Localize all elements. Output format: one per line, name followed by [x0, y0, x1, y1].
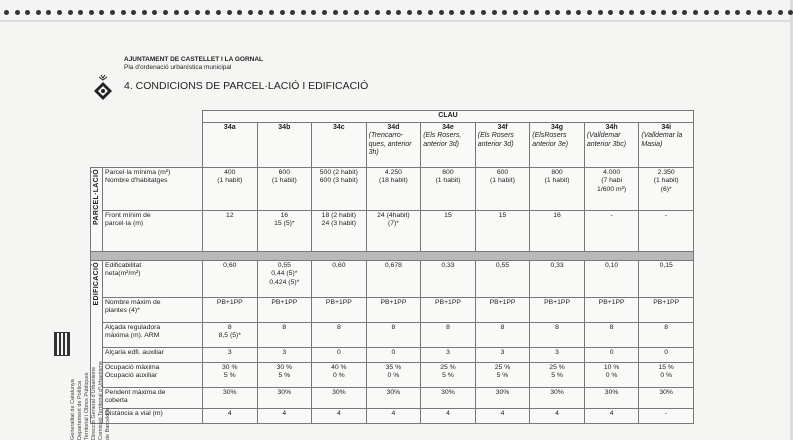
table-cell: 4 [312, 408, 367, 423]
table-cell: 30% [530, 387, 585, 408]
binder-hole [502, 10, 507, 15]
table-cell: 800 (1 habit) [530, 167, 585, 210]
table-cell: 3 [203, 347, 258, 362]
binder-hole [131, 10, 136, 15]
binder-hole [216, 10, 221, 15]
table-cell: 0,10 [584, 260, 639, 297]
table-cell: 4 [530, 408, 585, 423]
binder-hole [598, 10, 603, 15]
binder-hole [290, 10, 295, 15]
table-cell: 12 [203, 210, 258, 251]
table-cell: 25 % 5 % [530, 362, 585, 387]
table-cell: 30% [312, 387, 367, 408]
binder-hole [174, 10, 179, 15]
table-cell: 30% [639, 387, 694, 408]
table-cell: 15 [421, 210, 476, 251]
row-label: Nombre màxim de plantes (4)* [103, 297, 203, 322]
municipal-shield-icon [92, 74, 114, 102]
table-cell: 0 [584, 347, 639, 362]
binder-hole [4, 10, 9, 15]
binder-hole [672, 10, 677, 15]
stamp-text: Generalitat de Catalunya Departament de Política Territorial i Obres Públiques Direcció General d'Urbanisme Comissió Territorial d'Urbanisme de Barcelona [70, 361, 111, 440]
section-separator [91, 251, 694, 260]
column-header-34h [584, 122, 639, 167]
table-cell: 500 (2 habit) 600 (3 habit) [312, 167, 367, 210]
table-cell: 8 [475, 322, 530, 347]
table-cell: 18 (2 habit) 24 (3 habit) [312, 210, 367, 251]
binder-hole [449, 10, 454, 15]
column-code: 34a [223, 123, 236, 131]
binder-hole [407, 10, 412, 15]
column-code: 34d [387, 123, 400, 131]
table-row [91, 167, 694, 210]
table-cell: 0 [639, 347, 694, 362]
binder-hole [619, 10, 624, 15]
table-cell: 30% [366, 387, 421, 408]
binder-hole [439, 10, 444, 15]
table-row [91, 297, 694, 322]
table-cell: 30% [257, 387, 312, 408]
binder-hole [205, 10, 210, 15]
column-header-34d [366, 122, 421, 167]
table-cell: 30 % 5 % [257, 362, 312, 387]
organization-header [124, 56, 263, 72]
table-cell: 0,678 [366, 260, 421, 297]
binder-hole [121, 10, 126, 15]
binder-hole [68, 10, 73, 15]
table-cell: 0,33 [421, 260, 476, 297]
binder-hole [640, 10, 645, 15]
section-title: 4. CONDICIONS DE PARCEL·LACIÓ I EDIFICACIÓ [124, 80, 369, 92]
column-note: (Els Rosers, anterior 3d) [423, 132, 462, 148]
row-label: Front mínim de parcel·la (m) [103, 210, 203, 251]
table-cell: 4 [257, 408, 312, 423]
table-cell: 30% [203, 387, 258, 408]
table-cell: 16 15 (5)* [257, 210, 312, 251]
table-group-header-row [91, 111, 694, 123]
binder-hole [661, 10, 666, 15]
table-cell: 8 [366, 322, 421, 347]
table-row [91, 260, 694, 297]
table-cell: 0,60 [203, 260, 258, 297]
binder-hole [735, 10, 740, 15]
row-label: Parcel·la mínima (m²) Nombre d'habitatges [103, 167, 203, 210]
binder-hole [555, 10, 560, 15]
table-row [91, 210, 694, 251]
table-cell: 0,55 0,44 (5)* 0,424 (5)* [257, 260, 312, 297]
table-row [91, 408, 694, 423]
binder-hole [587, 10, 592, 15]
table-cell: PB+1PP [530, 297, 585, 322]
column-header-34g [530, 122, 585, 167]
binder-hole [608, 10, 613, 15]
binder-hole [311, 10, 316, 15]
column-code: 34f [497, 123, 508, 131]
binder-hole [682, 10, 687, 15]
row-label: Pendent màxima de coberta [103, 387, 203, 408]
binder-hole [57, 10, 62, 15]
table-cell: 0 [366, 347, 421, 362]
binder-hole [651, 10, 656, 15]
column-header-34i [639, 122, 694, 167]
binder-hole [152, 10, 157, 15]
table-cell: 25 % 5 % [475, 362, 530, 387]
column-code: 34e [442, 123, 454, 131]
table-cell: 0,60 [312, 260, 367, 297]
column-header-34b [257, 122, 312, 167]
binder-hole [364, 10, 369, 15]
row-label: Ocupació màxima Ocupació auxiliar [103, 362, 203, 387]
section-label-cell [91, 167, 103, 251]
table-cell: 16 [530, 210, 585, 251]
binder-hole [301, 10, 306, 15]
row-label: Edificabilitat neta(m²/m²) [103, 260, 203, 297]
binder-hole [396, 10, 401, 15]
binder-hole [163, 10, 168, 15]
binder-hole [142, 10, 147, 15]
table-cell: 0,33 [530, 260, 585, 297]
table-cell: 30% [421, 387, 476, 408]
column-header-34c [312, 122, 367, 167]
conditions-table [90, 110, 694, 424]
table-cell: 3 [475, 347, 530, 362]
table-cell: 8 [530, 322, 585, 347]
clau-header: CLAU [203, 111, 694, 123]
section-label: EDIFICACIÓ [93, 261, 100, 305]
table-cell: 15 [475, 210, 530, 251]
binder-hole [460, 10, 465, 15]
column-note: (Valldemar la Masia) [641, 132, 683, 148]
table-cell: PB+1PP [366, 297, 421, 322]
row-label: Alçaria edfi. auxiliar [103, 347, 203, 362]
binder-hole [545, 10, 550, 15]
binder-hole [386, 10, 391, 15]
binder-hole [248, 10, 253, 15]
column-note: (Valldemar anterior 3bc) [586, 132, 627, 148]
column-header-34e [421, 122, 476, 167]
column-code: 34c [333, 123, 345, 131]
table-cell: 25 % 5 % [421, 362, 476, 387]
binder-hole [227, 10, 232, 15]
column-code: 34g [551, 123, 564, 131]
binder-hole [184, 10, 189, 15]
column-code: 34b [278, 123, 291, 131]
organization-subtitle: Pla d'ordenació urbanística municipal [124, 64, 232, 71]
table-cell: 8 [257, 322, 312, 347]
table-cell: 8 [421, 322, 476, 347]
table-cell: 4.000 (7 habi 1/600 m²) [584, 167, 639, 210]
table-cell: 30% [584, 387, 639, 408]
table-cell: 600 (1 habit) [475, 167, 530, 210]
table-cell: 2.350 (1 habit) (6)* [639, 167, 694, 210]
table-cell: 4 [366, 408, 421, 423]
binder-hole [534, 10, 539, 15]
binder-hole [629, 10, 634, 15]
table-cell: 4 [421, 408, 476, 423]
column-note: (ElsRosers anterior 3e) [532, 132, 569, 148]
binder-hole [25, 10, 30, 15]
binder-hole [280, 10, 285, 15]
table-cell: PB+1PP [584, 297, 639, 322]
column-header-34f [475, 122, 530, 167]
binder-hole [513, 10, 518, 15]
binder-hole [704, 10, 709, 15]
binder-hole [322, 10, 327, 15]
table-cell: 15 % 0 % [639, 362, 694, 387]
binder-hole [258, 10, 263, 15]
binder-hole [99, 10, 104, 15]
binder-hole [576, 10, 581, 15]
binder-hole [110, 10, 115, 15]
table-cell: 4 [203, 408, 258, 423]
binder-hole [343, 10, 348, 15]
section-label: PARCEL·LACIÓ [93, 168, 100, 225]
table-cell: 3 [421, 347, 476, 362]
table-cell: PB+1PP [421, 297, 476, 322]
official-stamp [52, 330, 111, 440]
binder-hole [195, 10, 200, 15]
table-cell: 4 [584, 408, 639, 423]
table-cell: 30 % 5 % [203, 362, 258, 387]
column-code: 34h [605, 123, 618, 131]
binder-hole [767, 10, 772, 15]
column-code: 34i [661, 123, 672, 131]
binder-hole [417, 10, 422, 15]
row-label: Distància a vial (m) [103, 408, 203, 423]
table-cell: - [584, 210, 639, 251]
table-cell: 24 (4habit) (7)* [366, 210, 421, 251]
table-cell: 0 [312, 347, 367, 362]
table-cell: 8 [584, 322, 639, 347]
binder-hole [78, 10, 83, 15]
binder-hole [693, 10, 698, 15]
row-label: Alçada reguladora màxima (m). ARM [103, 322, 203, 347]
binder-hole [714, 10, 719, 15]
binder-hole [428, 10, 433, 15]
binder-hole [470, 10, 475, 15]
table-row [91, 362, 694, 387]
binder-hole [237, 10, 242, 15]
binder-hole [354, 10, 359, 15]
binder-hole [15, 10, 20, 15]
table-cell: 10 % 0 % [584, 362, 639, 387]
table-row [91, 322, 694, 347]
binder-hole [89, 10, 94, 15]
table-cell: 3 [257, 347, 312, 362]
table-cell: 8 [639, 322, 694, 347]
binder-hole [566, 10, 571, 15]
table-cell: 8 8,5 (5)* [203, 322, 258, 347]
table-row [91, 387, 694, 408]
stamp-emblem-icon [54, 332, 70, 356]
column-note: (Trencarro-ques, anterior 3h) [368, 132, 412, 156]
binder-hole [46, 10, 51, 15]
table-cell: 40 % 0 % [312, 362, 367, 387]
column-note: (Els Rosers anterior 3d) [477, 132, 514, 148]
table-cell: 0,55 [475, 260, 530, 297]
binder-hole [492, 10, 497, 15]
binder-hole [375, 10, 380, 15]
organization-name: AJUNTAMENT DE CASTELLET I LA GORNAL [124, 56, 264, 63]
binder-holes [0, 0, 790, 20]
binder-hole [725, 10, 730, 15]
table-cell: PB+1PP [475, 297, 530, 322]
binder-hole [36, 10, 41, 15]
table-cell: 35 % 0 % [366, 362, 421, 387]
column-header-row [91, 122, 694, 167]
table-cell: PB+1PP [257, 297, 312, 322]
table-cell: 600 (1 habit) [421, 167, 476, 210]
column-header-34a [203, 122, 258, 167]
table-row [91, 347, 694, 362]
binder-hole [269, 10, 274, 15]
table-cell: 4 [475, 408, 530, 423]
binder-hole [481, 10, 486, 15]
table-cell: PB+1PP [312, 297, 367, 322]
table-cell: - [639, 210, 694, 251]
table-cell: 30% [475, 387, 530, 408]
binder-hole [333, 10, 338, 15]
binder-hole [788, 10, 793, 15]
table-cell: - [639, 408, 694, 423]
table-cell: 4.250 (18 habit) [366, 167, 421, 210]
table-cell: 400 (1 habit) [203, 167, 258, 210]
table-cell: PB+1PP [639, 297, 694, 322]
binder-hole [523, 10, 528, 15]
binder-hole [746, 10, 751, 15]
binder-hole [778, 10, 783, 15]
binder-hole [757, 10, 762, 15]
table-cell: 8 [312, 322, 367, 347]
table-cell: 600 (1 habit) [257, 167, 312, 210]
table-cell: 0,15 [639, 260, 694, 297]
table-cell: PB+1PP [203, 297, 258, 322]
table-cell: 3 [530, 347, 585, 362]
